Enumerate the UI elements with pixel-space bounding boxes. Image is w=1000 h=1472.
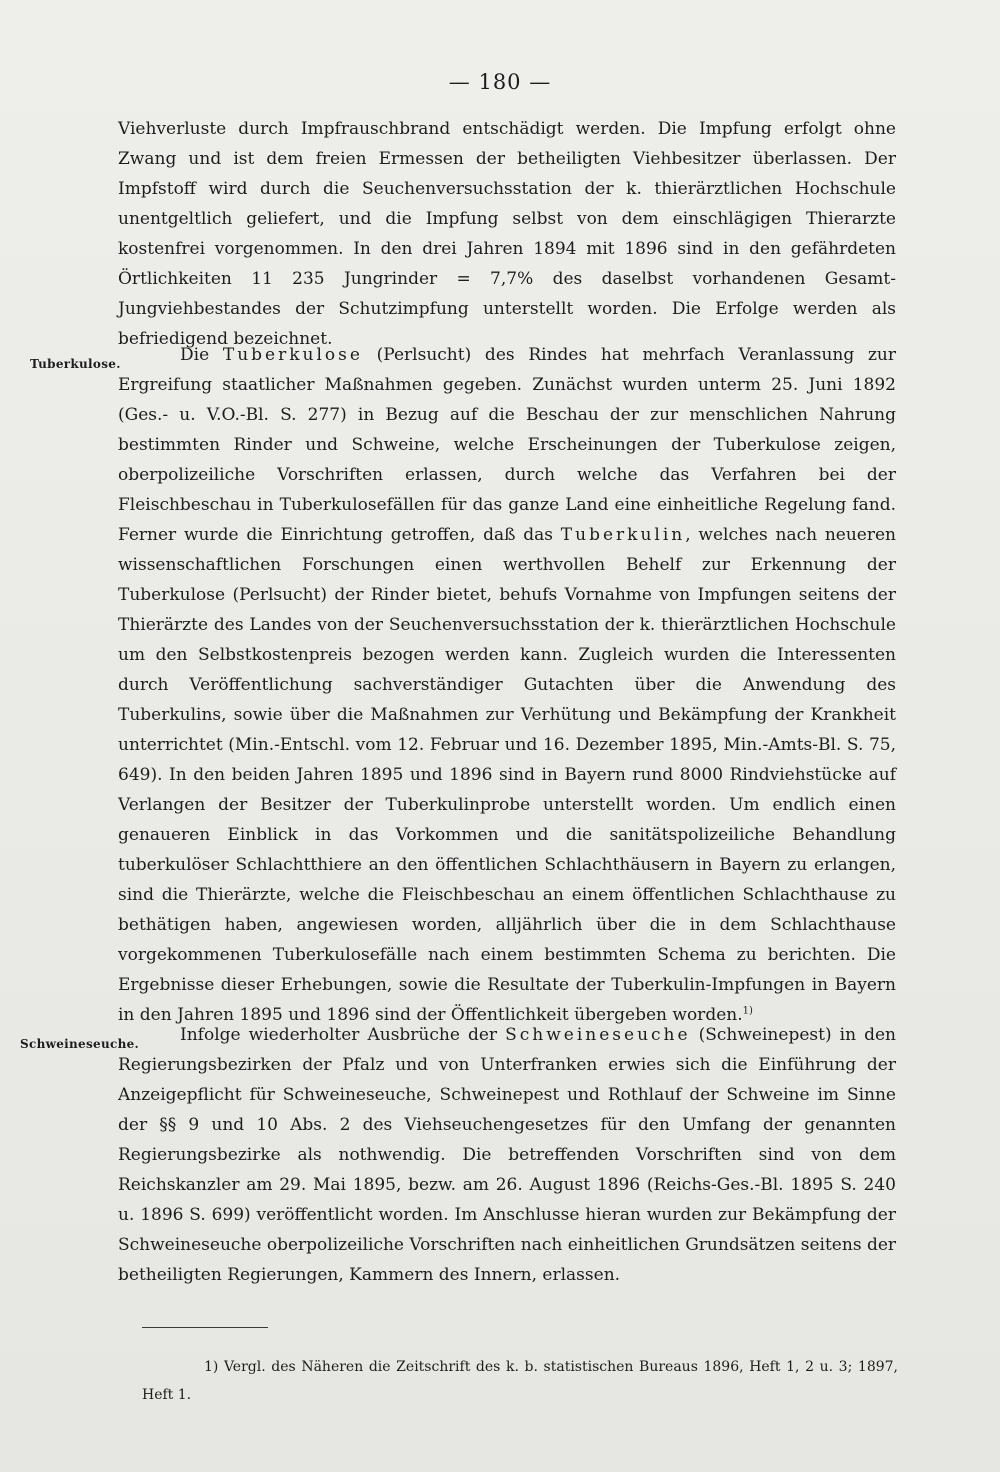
paragraph-text [118, 340, 896, 1030]
margin-note-schweineseuche: Schweineseuche. [20, 1037, 140, 1051]
paragraph-text [118, 1020, 896, 1290]
margin-note-tuberkulose: Tuberkulose. [30, 357, 121, 371]
footnote-divider [142, 1327, 268, 1328]
footnote [142, 1339, 898, 1423]
text-segment: , welches nach neueren wissenschaftlichen Forschungen einen werthvollen Behelf zur Erkennung der Tuberkulose (Perlsucht) der Rinder bietet, behufs Vornahme von Impfungen seitens der Thierärzte des Landes von der Seuchenversuchsstation der k. thierärztlichen Hochschule um den Selbstkostenpreis bezogen werden kann. Zugleich wurden die Interessenten durch Veröffentlichung sachverständiger Gutachten über die Anwendung des Tuberkulins, sowie über die Maßnahmen zur Verhütung und Bekämpfung der Krankheit unterrichtet (Min.-Entschl. vom 12. Februar und 16. Dezember 1895, Min.-Amts-Bl. S. 75, 649). In den beiden Jahren 1895 und 1896 sind in Bayern rund 8000 Rindviehstücke auf Verlangen der Besitzer der Tuberkulinprobe unterstellt worden. Um endlich einen genaueren Einblick in das Vorkommen und die sanitätspolizeiliche Behandlung tuberkulöser Schlachtthiere an den öffentlichen Schlachthäusern in Bayern zu erlangen, sind die Thierärzte, welche die Fleischbeschau an einem öffentlichen Schlachthause zu bethätigen haben, angewiesen worden, alljährlich über die in dem Schlachthause vorgekommenen Tuberkulosefälle nach einem bestimmten Schema zu berichten. Die Ergebnisse dieser Erhebungen, sowie die Resultate der Tuberkulin-Impfungen in Bayern in den Jahren 1895 und 1896 sind der Öffentlichkeit übergeben worden. [118, 525, 896, 1025]
text-segment: Infolge wiederholter Ausbrüche der [180, 1025, 506, 1045]
footnote-text: 1) Vergl. des Näheren die Zeitschrift des k. b. statistischen Bureaus 1896, Heft 1, 2 u. 3; 1897, Heft 1. [142, 1359, 898, 1403]
emphasized-term: Schweineseuche [505, 1025, 691, 1045]
page-number: — 180 — [448, 70, 552, 94]
footnote-reference: 1) [742, 1005, 753, 1017]
paragraph-tuberkulose [118, 340, 896, 1030]
paragraph-schweineseuche [118, 1020, 896, 1290]
emphasized-term: Tuberkulose [222, 345, 363, 365]
text-segment: (Schweinepest) in den Regierungsbezirken der Pfalz und von Unterfranken erwies sich die Einführung der Anzeigepflicht für Schweineseuche, Schweinepest und Rothlauf der Schweine im Sinne der §§ 9 und 10 Abs. 2 des Viehseuchengesetzes für den Umfang der genannten Regierungsbezirke als nothwendig. Die betreffenden Vorschriften sind von dem Reichskanzler am 29. Mai 1895, bezw. am 26. August 1896 (Reichs-Ges.-Bl. 1895 S. 240 u. 1896 S. 699) veröffentlicht worden. Im Anschlusse hieran wurden zur Bekämpfung der Schweineseuche oberpolizeiliche Vorschriften nach einheitlichen Grundsätzen seitens der betheiligten Regierungen, Kammern des Innern, erlassen. [118, 1025, 897, 1285]
emphasized-term: Tuberkulin [560, 525, 686, 545]
text-segment: Die [180, 345, 223, 365]
paragraph-text: Viehverluste durch Impfrauschbrand entschädigt werden. Die Impfung erfolgt ohne Zwang und ist dem freien Ermessen der betheiligten Viehbesitzer überlassen. Der Impfstoff wird durch die Seuchenversuchsstation der k. thierärztlichen Hochschule unentgeltlich geliefert, und die Impfung selbst von dem einschlägigen Thierarzte kostenfrei vorgenommen. In den drei Jahren 1894 mit 1896 sind in den gefährdeten Örtlichkeiten 11 235 Jungrinder = 7,7% des daselbst vorhandenen Gesamt-Jungviehbestandes der Schutzimpfung unterstellt worden. Die Erfolge werden als befriedigend bezeichnet. [118, 119, 896, 349]
paragraph-continuation [118, 114, 896, 354]
text-segment: (Perlsucht) des Rindes hat mehrfach Veranlassung zur Ergreifung staatlicher Maßnahmen gegeben. Zunächst wurden unterm 25. Juni 1892 (Ges.- u. V.O.-Bl. S. 277) in Bezug auf die Beschau der zur menschlichen Nahrung bestimmten Rinder und Schweine, welche Erscheinungen der Tuberkulose zeigen, oberpolizeiliche Vorschriften erlassen, durch welche das Verfahren bei der Fleischbeschau in Tuberkulosefällen für das ganze Land eine einheitliche Regelung fand. Ferner wurde die Einrichtung getroffen, daß das [118, 345, 896, 545]
